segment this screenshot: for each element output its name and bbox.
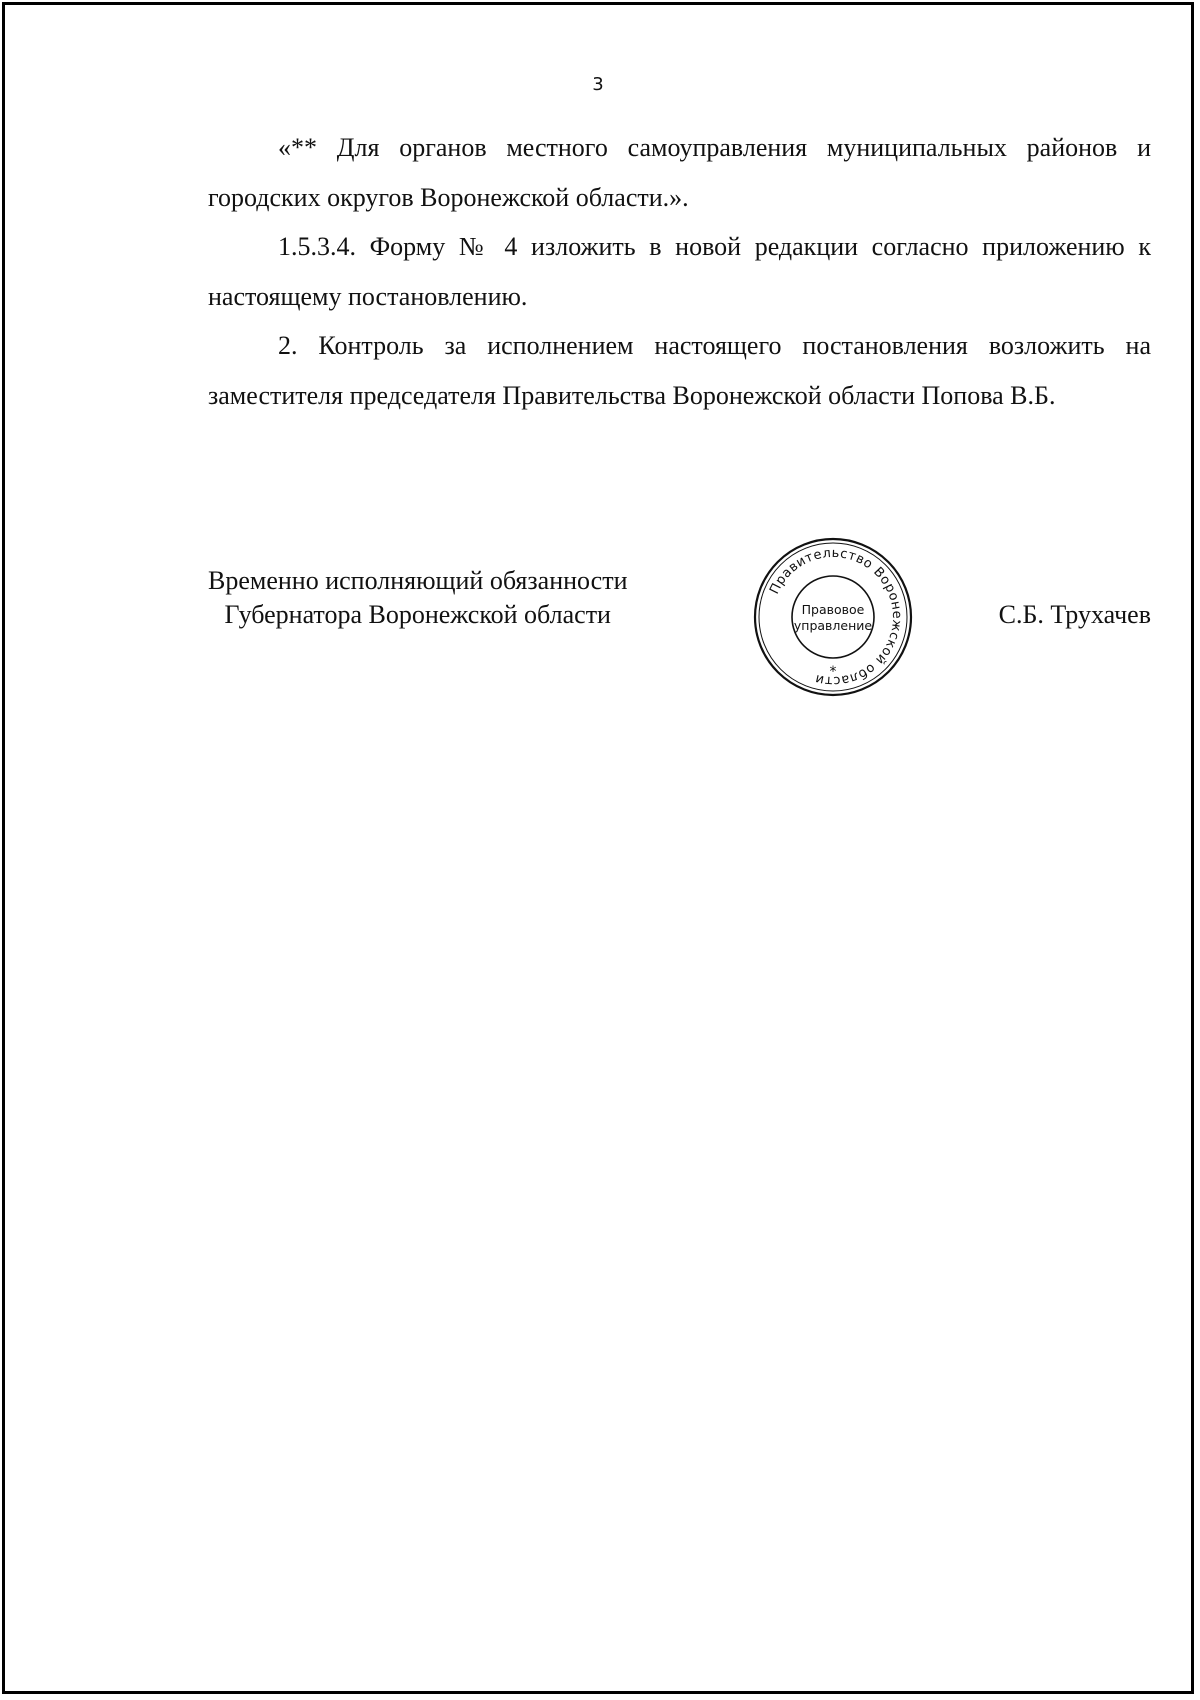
stamp-star: *	[829, 664, 837, 680]
signatory-position-line-1: Временно исполняющий обязанности	[208, 566, 628, 595]
stamp-center-line-2: управление	[793, 618, 873, 633]
signatory-position	[208, 564, 628, 632]
signatory-position-line-2: Губернатора Воронежской области	[224, 600, 611, 629]
page-number: 3	[592, 74, 604, 95]
signature-block	[208, 536, 1151, 716]
paragraph-control: 2. Контроль за исполнением настоящего постановления возложить на заместителя председателя Правительства Воронежской области Попова В.Б.	[208, 331, 1151, 410]
stamp-outer-text: Правительство Воронежской области	[767, 545, 905, 689]
document-body	[208, 123, 1151, 420]
official-stamp-icon	[752, 536, 914, 698]
stamp-center-line-1: Правовое	[801, 602, 865, 617]
signatory-name: С.Б. Трухачев	[998, 600, 1151, 629]
paragraph-footnote: «** Для органов местного самоуправления муниципальных районов и городских округов Воронежской области.».	[208, 133, 1151, 212]
document-page	[2, 2, 1194, 1694]
paragraph-form-4: 1.5.3.4. Форму № 4 изложить в новой редакции согласно приложению к настоящему постановлению.	[208, 232, 1151, 311]
